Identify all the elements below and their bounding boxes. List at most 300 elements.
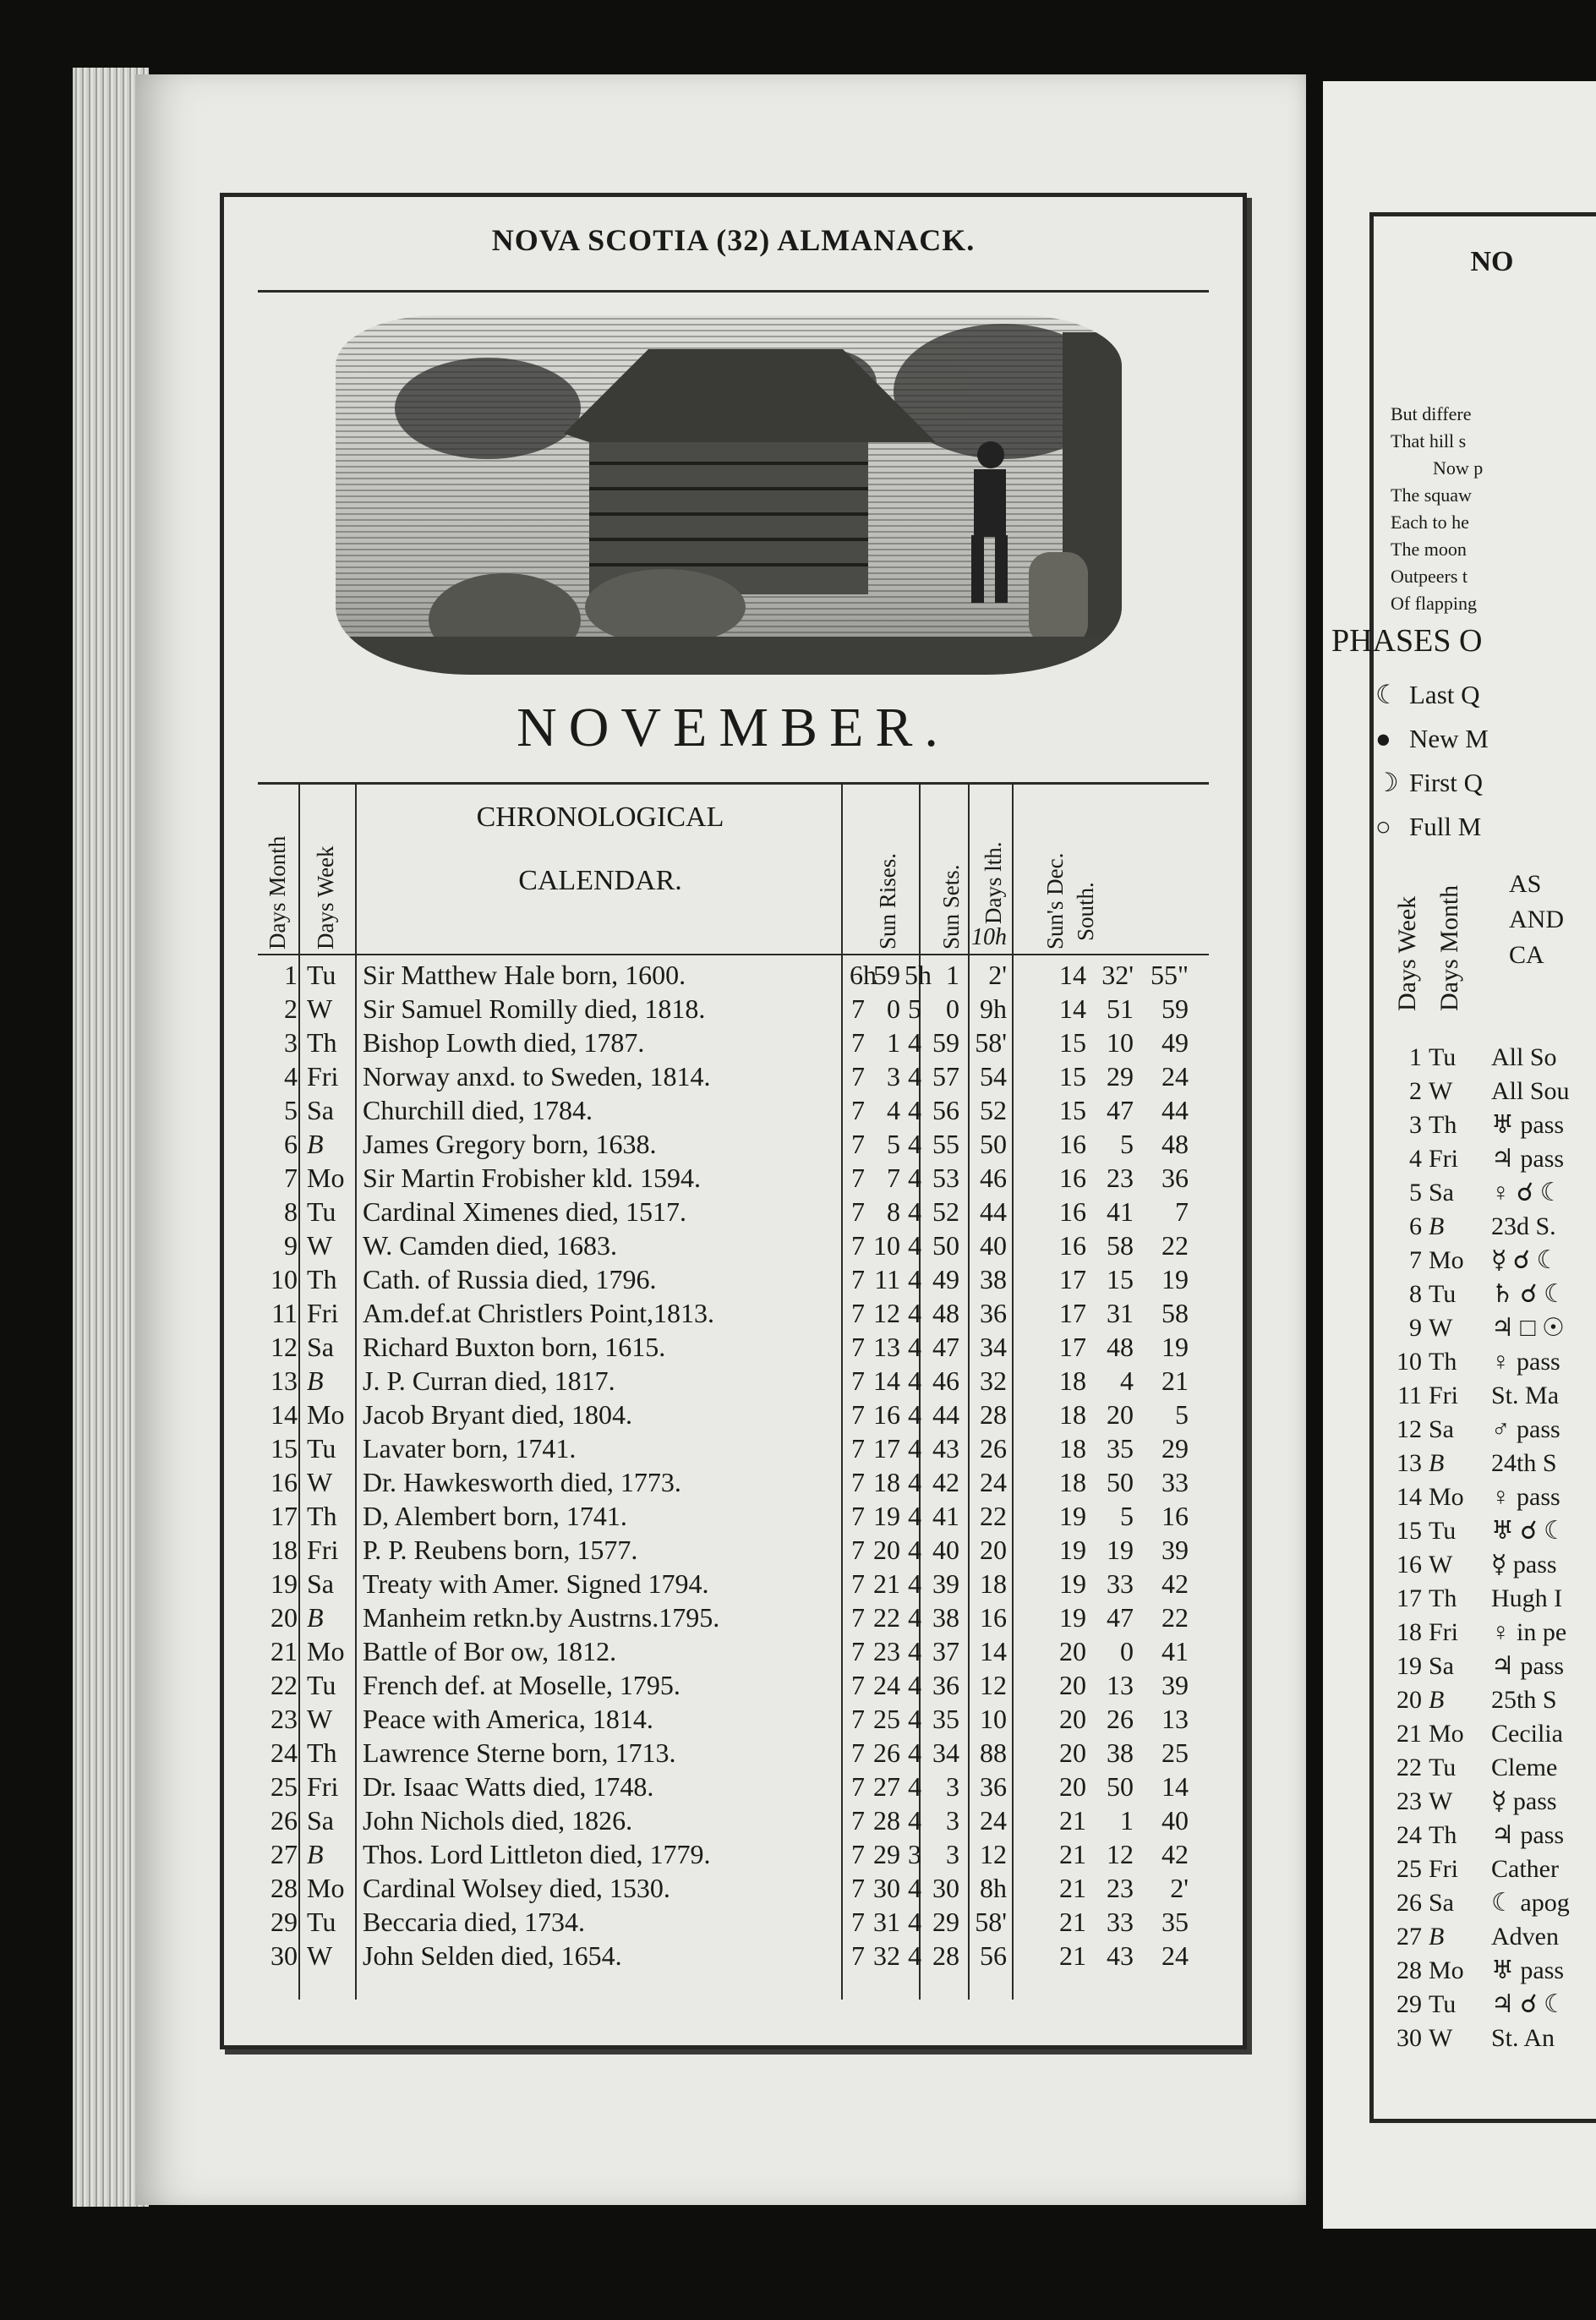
right-cell-d: 17: [1396, 1584, 1422, 1612]
days-week-header: Days Week: [313, 845, 338, 949]
cell-dm: 10: [1107, 1027, 1134, 1058]
right-calendar-row: [1386, 1176, 1596, 1210]
calendar-row: [258, 1499, 1209, 1533]
cell-rh: 7: [851, 1568, 865, 1599]
cell-day: 6: [284, 1129, 298, 1159]
cell-sm: 43: [932, 1433, 959, 1464]
calendar-row: [258, 1634, 1209, 1668]
cell-day: 17: [271, 1501, 298, 1531]
right-cell-d: 24: [1396, 1821, 1422, 1849]
right-cell-e: ♀ pass: [1491, 1483, 1560, 1511]
header-rule: [258, 290, 1209, 293]
right-cell-w: Sa: [1429, 1652, 1454, 1680]
cell-event: Am.def.at Christlers Point,1813.: [363, 1298, 714, 1328]
cell-sh: 4: [908, 1467, 921, 1497]
sun-sets-header: Sun Sets.: [938, 864, 964, 949]
calendar-row: [258, 1533, 1209, 1567]
phase-item: [1375, 761, 1489, 805]
cell-wd: B: [307, 1365, 324, 1396]
right-cell-w: Sa: [1429, 1415, 1454, 1443]
cell-ds: 49: [1161, 1027, 1189, 1058]
right-cell-e: ♃ pass: [1491, 1821, 1565, 1849]
almanac-frame: [220, 193, 1247, 2049]
right-cell-w: B: [1429, 1449, 1445, 1477]
cell-ds: 42: [1161, 1839, 1189, 1869]
cell-dm: 50: [1107, 1467, 1134, 1497]
cell-ds: 19: [1161, 1332, 1189, 1362]
cell-dd: 19: [1059, 1568, 1086, 1599]
right-cell-e: ♅ ☌ ☾: [1491, 1517, 1566, 1545]
cell-rh: 7: [851, 1501, 865, 1531]
calendar-row: [258, 1770, 1209, 1803]
right-cell-d: 25: [1396, 1855, 1422, 1883]
right-cell-d: 1: [1409, 1043, 1422, 1071]
cell-dm: 23: [1107, 1873, 1134, 1903]
right-cell-e: ♃ pass: [1491, 1652, 1565, 1680]
calendar-row: [258, 1026, 1209, 1059]
cell-day: 13: [271, 1365, 298, 1396]
right-cell-d: 3: [1409, 1111, 1422, 1139]
cell-day: 4: [284, 1061, 298, 1092]
cell-dd: 21: [1059, 1873, 1086, 1903]
cell-len: 12: [980, 1839, 1007, 1869]
right-col-header: Days Week: [1393, 895, 1421, 1011]
cell-sm: 30: [932, 1873, 959, 1903]
cell-day: 7: [284, 1163, 298, 1193]
cell-event: Cath. of Russia died, 1796.: [363, 1264, 657, 1294]
cell-dd: 18: [1059, 1467, 1086, 1497]
cell-day: 8: [284, 1196, 298, 1227]
cell-event: French def. at Moselle, 1795.: [363, 1670, 680, 1700]
calendar-row: [258, 1702, 1209, 1736]
cell-ds: 19: [1161, 1264, 1189, 1294]
right-cell-d: 10: [1396, 1348, 1422, 1376]
right-calendar-row: [1386, 1311, 1596, 1345]
cell-rh: 7: [851, 1805, 865, 1836]
cell-rm: 13: [873, 1332, 900, 1362]
cell-dd: 17: [1059, 1298, 1086, 1328]
cell-event: Churchill died, 1784.: [363, 1095, 593, 1125]
cell-dm: 47: [1107, 1602, 1134, 1633]
right-calendar-row: [1386, 2022, 1596, 2055]
full-moon-icon: ○: [1375, 812, 1391, 841]
right-cell-e: ☿ pass: [1491, 1787, 1557, 1815]
cell-rh: 7: [851, 993, 865, 1024]
cell-sm: 36: [932, 1670, 959, 1700]
cell-sm: 1: [946, 960, 959, 990]
cell-sh: 4: [908, 1332, 921, 1362]
right-cell-d: 22: [1396, 1754, 1422, 1781]
right-cell-e: 24th S: [1491, 1449, 1557, 1477]
cell-dm: 1: [1120, 1805, 1134, 1836]
cell-sh: 4: [908, 1737, 921, 1768]
phases-list: [1375, 673, 1489, 849]
cell-rh: 7: [851, 1230, 865, 1261]
right-calendar-row: [1386, 1852, 1596, 1886]
right-cell-w: W: [1429, 1787, 1453, 1815]
cell-dd: 15: [1059, 1027, 1086, 1058]
right-cell-w: Tu: [1429, 1754, 1457, 1781]
right-cell-d: 26: [1396, 1889, 1422, 1917]
right-cell-d: 9: [1409, 1314, 1422, 1342]
cell-event: John Nichols died, 1826.: [363, 1805, 633, 1836]
cell-sh: 4: [908, 1298, 921, 1328]
cell-event: Sir Samuel Romilly died, 1818.: [363, 993, 706, 1024]
cell-wd: Fri: [307, 1535, 339, 1565]
cell-sh: 4: [908, 1365, 921, 1396]
cell-rm: 29: [873, 1839, 900, 1869]
cell-wd: Mo: [307, 1873, 345, 1903]
cell-dm: 26: [1107, 1704, 1134, 1734]
right-cell-d: 11: [1397, 1382, 1422, 1409]
cell-rm: 25: [873, 1704, 900, 1734]
cell-day: 15: [271, 1433, 298, 1464]
right-cell-d: 16: [1396, 1551, 1422, 1579]
cell-sh: 5: [908, 993, 921, 1024]
cell-ds: 24: [1161, 1061, 1189, 1092]
cell-sh: 4: [908, 1399, 921, 1430]
cell-ds: 13: [1161, 1704, 1189, 1734]
poem-line: Outpeers t: [1391, 566, 1468, 587]
cell-ds: 22: [1161, 1602, 1189, 1633]
days-length-unit: 10h: [971, 924, 1007, 950]
cell-sh: 4: [908, 1027, 921, 1058]
cell-day: 3: [284, 1027, 298, 1058]
right-cell-e: Adven: [1491, 1923, 1559, 1951]
cell-dm: 5: [1120, 1501, 1134, 1531]
right-cell-e: ☾ apog: [1491, 1889, 1570, 1917]
farm-scene-woodcut: [336, 315, 1122, 675]
cell-event: Lawrence Sterne born, 1713.: [363, 1737, 676, 1768]
right-col-header: AS: [1509, 870, 1542, 898]
cell-dd: 17: [1059, 1332, 1086, 1362]
sun-rises-header: Sun Rises.: [875, 852, 900, 949]
right-cell-w: Tu: [1429, 1517, 1457, 1545]
cell-event: Bishop Lowth died, 1787.: [363, 1027, 645, 1058]
right-cell-d: 13: [1396, 1449, 1422, 1477]
right-cell-w: B: [1429, 1212, 1445, 1240]
cell-day: 29: [271, 1907, 298, 1937]
cell-len: 10: [980, 1704, 1007, 1734]
cell-day: 28: [271, 1873, 298, 1903]
right-cell-e: ☿ pass: [1491, 1551, 1557, 1579]
right-calendar-row: [1386, 1345, 1596, 1379]
cell-ds: 41: [1161, 1636, 1189, 1666]
cell-dd: 16: [1059, 1196, 1086, 1227]
cell-dm: 5: [1120, 1129, 1134, 1159]
cell-dm: 33: [1107, 1907, 1134, 1937]
cell-dd: 19: [1059, 1535, 1086, 1565]
right-cell-e: ♅ pass: [1491, 1111, 1565, 1139]
cell-len: 46: [980, 1163, 1007, 1193]
right-cell-d: 2: [1409, 1077, 1422, 1105]
cell-rh: 7: [851, 1365, 865, 1396]
cell-len: 2': [988, 960, 1007, 990]
cell-rm: 11: [874, 1264, 900, 1294]
cell-event: J. P. Curran died, 1817.: [363, 1365, 615, 1396]
cell-rh: 7: [851, 1061, 865, 1092]
right-calendar-row: [1386, 1650, 1596, 1683]
cell-event: Cardinal Ximenes died, 1517.: [363, 1196, 687, 1227]
cell-wd: Sa: [307, 1332, 334, 1362]
cell-event: John Selden died, 1654.: [363, 1940, 622, 1971]
cell-rh: 7: [851, 1670, 865, 1700]
cell-ds: 44: [1161, 1095, 1189, 1125]
cell-len: 14: [980, 1636, 1007, 1666]
days-month-header: Days Month: [265, 835, 290, 949]
cell-sh: 4: [908, 1535, 921, 1565]
cell-wd: Tu: [307, 1670, 336, 1700]
calendar-row: [258, 1668, 1209, 1702]
cell-dd: 19: [1059, 1602, 1086, 1633]
cell-sh: 4: [908, 1940, 921, 1971]
cell-event: Lavater born, 1741.: [363, 1433, 577, 1464]
cell-day: 12: [271, 1332, 298, 1362]
cell-dd: 20: [1059, 1704, 1086, 1734]
cell-event: Battle of Bor ow, 1812.: [363, 1636, 617, 1666]
right-calendar-row: [1386, 1278, 1596, 1311]
cell-wd: Tu: [307, 1433, 336, 1464]
cell-rh: 7: [851, 1907, 865, 1937]
right-cell-e: St. An: [1491, 2024, 1555, 2052]
cell-wd: W: [307, 1704, 333, 1734]
right-cell-d: 15: [1396, 1517, 1422, 1545]
cell-dd: 19: [1059, 1501, 1086, 1531]
cell-rh: 7: [851, 1535, 865, 1565]
cell-sh: 4: [908, 1095, 921, 1125]
cell-dd: 21: [1059, 1940, 1086, 1971]
cell-event: Sir Martin Frobisher kld. 1594.: [363, 1163, 701, 1193]
right-calendar-row: [1386, 1683, 1596, 1717]
cell-day: 14: [271, 1399, 298, 1430]
cell-dd: 17: [1059, 1264, 1086, 1294]
cell-event: Manheim retkn.by Austrns.1795.: [363, 1602, 720, 1633]
cell-dm: 12: [1107, 1839, 1134, 1869]
cell-sm: 37: [932, 1636, 959, 1666]
cell-rh: 7: [851, 1940, 865, 1971]
calendar-row: [258, 1330, 1209, 1364]
cell-wd: Mo: [307, 1163, 345, 1193]
cell-rm: 5: [887, 1129, 900, 1159]
right-cell-d: 19: [1396, 1652, 1422, 1680]
cell-ds: 2': [1170, 1873, 1189, 1903]
right-cell-w: W: [1429, 2024, 1453, 2052]
poem-line: Now p: [1433, 457, 1484, 479]
cell-wd: Th: [307, 1501, 337, 1531]
cell-rm: 16: [873, 1399, 900, 1430]
cell-event: Cardinal Wolsey died, 1530.: [363, 1873, 670, 1903]
cell-len: 54: [980, 1061, 1007, 1092]
right-calendar-row: [1386, 1751, 1596, 1785]
right-cell-e: ♅ pass: [1491, 1956, 1565, 1984]
cell-dm: 38: [1107, 1737, 1134, 1768]
phase-item: [1375, 717, 1489, 761]
cell-event: P. P. Reubens born, 1577.: [363, 1535, 638, 1565]
cell-event: Peace with America, 1814.: [363, 1704, 653, 1734]
cell-wd: Tu: [307, 960, 336, 990]
cell-dm: 43: [1107, 1940, 1134, 1971]
cell-sm: 3: [946, 1839, 959, 1869]
right-cell-d: 27: [1396, 1923, 1422, 1951]
right-col-header: AND: [1509, 906, 1564, 933]
right-cell-d: 8: [1409, 1280, 1422, 1308]
calendar-row: [258, 992, 1209, 1026]
right-calendar-row: [1386, 1717, 1596, 1751]
woodcut-illustration: [336, 315, 1122, 675]
cell-sm: 29: [932, 1907, 959, 1937]
cell-rm: 31: [873, 1907, 900, 1937]
cell-dm: 58: [1107, 1230, 1134, 1261]
right-calendar-row: [1386, 1379, 1596, 1413]
cell-sm: 53: [932, 1163, 959, 1193]
cell-wd: Sa: [307, 1095, 334, 1125]
cell-sm: 0: [946, 993, 959, 1024]
cell-ds: 5: [1175, 1399, 1189, 1430]
cell-len: 24: [980, 1805, 1007, 1836]
cell-dd: 15: [1059, 1095, 1086, 1125]
right-cell-w: W: [1429, 1314, 1453, 1342]
calendar-row: [258, 1871, 1209, 1905]
cell-wd: Fri: [307, 1061, 339, 1092]
cell-dm: 51: [1107, 993, 1134, 1024]
cell-event: Sir Matthew Hale born, 1600.: [363, 960, 686, 990]
cell-sh: 4: [908, 1704, 921, 1734]
right-cell-d: 20: [1396, 1686, 1422, 1714]
calendar-row: [258, 1465, 1209, 1499]
cell-dm: 20: [1107, 1399, 1134, 1430]
cell-wd: Tu: [307, 1907, 336, 1937]
right-calendar-row: [1386, 1548, 1596, 1582]
cell-dm: 23: [1107, 1163, 1134, 1193]
right-cell-w: B: [1429, 1923, 1445, 1951]
cell-dm: 15: [1107, 1264, 1134, 1294]
cell-dm: 50: [1107, 1771, 1134, 1802]
calendar-row: [258, 1228, 1209, 1262]
table-top-rule: [258, 782, 1209, 785]
cell-day: 10: [271, 1264, 298, 1294]
last-quarter-icon: ☾: [1375, 680, 1399, 709]
cell-wd: Mo: [307, 1636, 345, 1666]
right-table-body: [1386, 1041, 1596, 2055]
cell-dm: 29: [1107, 1061, 1134, 1092]
cell-wd: B: [307, 1129, 324, 1159]
cell-len: 16: [980, 1602, 1007, 1633]
calendar-row: [258, 1398, 1209, 1431]
phases-title: PHASES O: [1331, 623, 1483, 659]
cell-sh: 3: [908, 1839, 921, 1869]
cell-event: Beccaria died, 1734.: [363, 1907, 585, 1937]
right-calendar-row: [1386, 1616, 1596, 1650]
calendar-row: [258, 1262, 1209, 1296]
cell-sh: 4: [908, 1771, 921, 1802]
calendar-row: [258, 1736, 1209, 1770]
cell-sh: 4: [908, 1433, 921, 1464]
cell-len: 40: [980, 1230, 1007, 1261]
cell-sm: 44: [932, 1399, 959, 1430]
right-cell-e: ♄ ☌ ☾: [1491, 1280, 1566, 1308]
cell-sm: 38: [932, 1602, 959, 1633]
cell-dd: 16: [1059, 1129, 1086, 1159]
cell-rh: 7: [851, 1704, 865, 1734]
cell-sm: 39: [932, 1568, 959, 1599]
cell-rm: 23: [873, 1636, 900, 1666]
cell-ds: 40: [1161, 1805, 1189, 1836]
cell-sh: 4: [908, 1196, 921, 1227]
cell-day: 20: [271, 1602, 298, 1633]
month-title: NOVEMBER.: [517, 697, 950, 758]
calendar-table-body: [258, 958, 1209, 1973]
cell-sh: 4: [908, 1568, 921, 1599]
right-cell-d: 23: [1396, 1787, 1422, 1815]
cell-sm: 46: [932, 1365, 959, 1396]
cell-dd: 16: [1059, 1163, 1086, 1193]
right-cell-e: ♀ in pe: [1491, 1618, 1567, 1646]
cell-sm: 3: [946, 1771, 959, 1802]
cell-sh: 4: [908, 1264, 921, 1294]
cell-sm: 42: [932, 1467, 959, 1497]
cell-day: 5: [284, 1095, 298, 1125]
cell-sm: 49: [932, 1264, 959, 1294]
cell-wd: Th: [307, 1264, 337, 1294]
cell-dm: 0: [1120, 1636, 1134, 1666]
cell-rm: 12: [873, 1298, 900, 1328]
right-cell-w: Fri: [1429, 1145, 1459, 1173]
right-cell-d: 7: [1409, 1246, 1422, 1274]
cell-len: 26: [980, 1433, 1007, 1464]
right-cell-d: 12: [1396, 1415, 1422, 1443]
cell-len: 88: [980, 1737, 1007, 1768]
cell-rm: 19: [873, 1501, 900, 1531]
cell-ds: 39: [1161, 1535, 1189, 1565]
poem-line: But differe: [1391, 403, 1472, 424]
cell-wd: Fri: [307, 1298, 339, 1328]
cell-event: Norway anxd. to Sweden, 1814.: [363, 1061, 711, 1092]
right-cell-w: Sa: [1429, 1179, 1454, 1207]
poem-line: The squaw: [1391, 484, 1472, 506]
calendar-row: [258, 958, 1209, 992]
cell-rm: 28: [873, 1805, 900, 1836]
right-cell-w: Tu: [1429, 1043, 1457, 1071]
cell-rh: 6h: [850, 960, 877, 990]
cell-rm: 0: [887, 993, 900, 1024]
right-cell-d: 28: [1396, 1956, 1422, 1984]
cell-wd: Mo: [307, 1399, 345, 1430]
right-cell-w: Th: [1429, 1111, 1457, 1139]
right-col-header: Days Month: [1435, 884, 1463, 1011]
cell-rh: 7: [851, 1737, 865, 1768]
right-calendar-row: [1386, 1142, 1596, 1176]
right-cell-w: W: [1429, 1551, 1453, 1579]
cell-event: W. Camden died, 1683.: [363, 1230, 617, 1261]
cell-rh: 7: [851, 1636, 865, 1666]
cell-wd: Sa: [307, 1805, 334, 1836]
right-cell-w: Mo: [1429, 1956, 1464, 1984]
phase-label: New M: [1409, 724, 1489, 753]
cell-dm: 33: [1107, 1568, 1134, 1599]
cell-sm: 59: [932, 1027, 959, 1058]
right-cell-e: All So: [1491, 1043, 1557, 1071]
cell-dd: 21: [1059, 1907, 1086, 1937]
cell-rh: 7: [851, 1467, 865, 1497]
right-cell-d: 4: [1409, 1145, 1422, 1173]
cell-day: 16: [271, 1467, 298, 1497]
cell-len: 32: [980, 1365, 1007, 1396]
cell-ds: 22: [1161, 1230, 1189, 1261]
right-cell-d: 14: [1396, 1483, 1422, 1511]
right-cell-w: Mo: [1429, 1246, 1464, 1274]
cell-rm: 27: [873, 1771, 900, 1802]
cell-len: 24: [980, 1467, 1007, 1497]
